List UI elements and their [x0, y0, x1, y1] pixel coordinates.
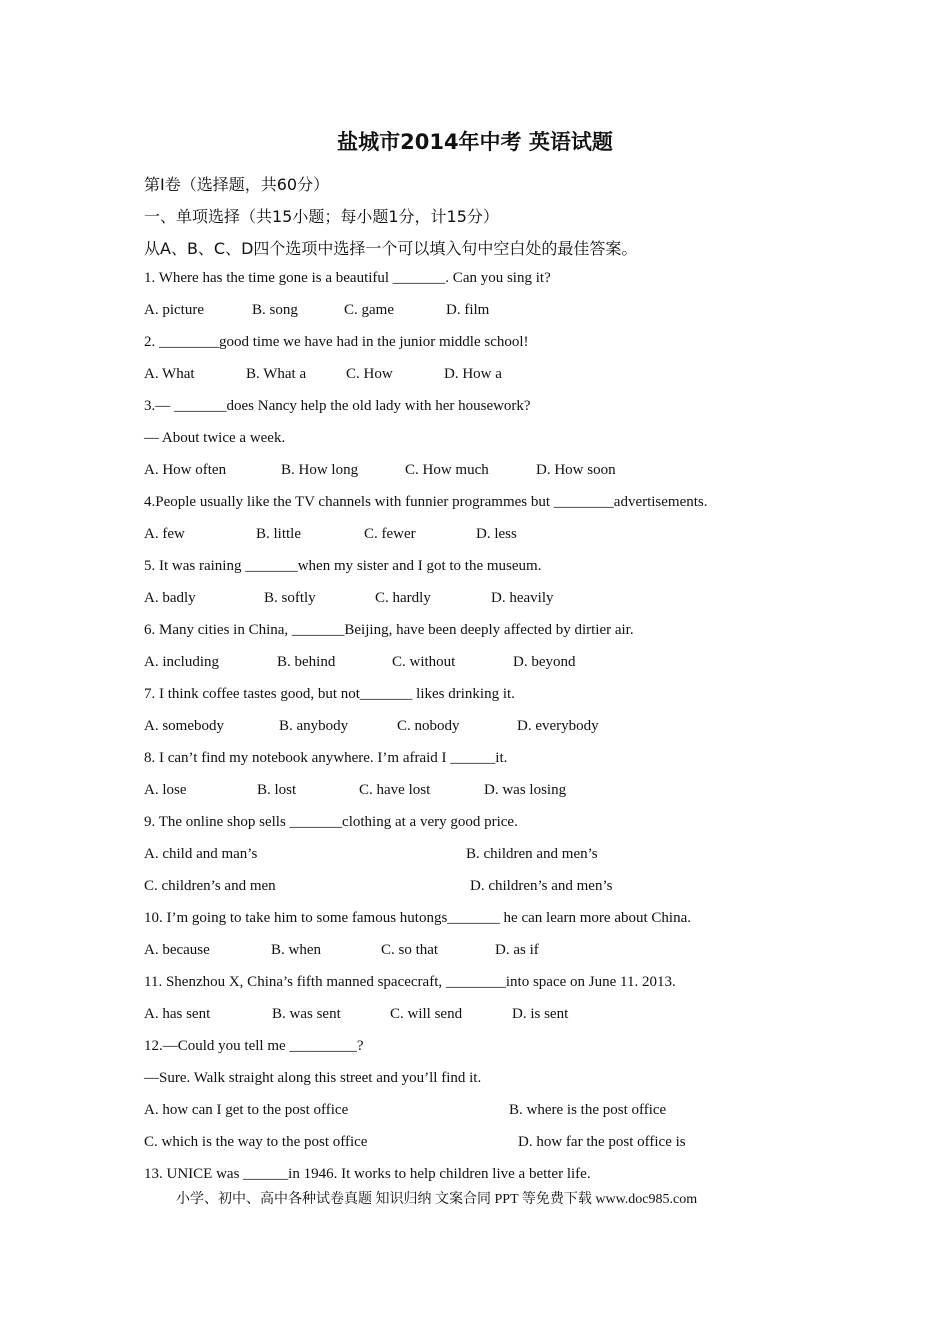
question-text: 6. Many cities in China, _______Beijing, have been deeply affected by dirtier air. [144, 622, 634, 638]
answer-option: C. fewer [364, 526, 416, 542]
answer-option: B. How long [281, 462, 359, 478]
question-text: 8. I can’t find my notebook anywhere. I’m afraid I ______it. [144, 750, 508, 766]
answer-option: B. children and men’s [466, 846, 598, 862]
answer-option: C. children’s and men [144, 878, 276, 894]
answer-option: D. How a [444, 366, 502, 382]
answer-option: C. will send [390, 1006, 463, 1022]
answer-option: B. What a [246, 366, 307, 382]
answer-options [144, 1002, 844, 1034]
section-heading: 一、单项选择（共15小题；每小题1分，计15分） [144, 207, 499, 226]
answer-options [144, 842, 844, 874]
answer-option: C. so that [381, 942, 439, 958]
answer-option: C. hardly [375, 590, 431, 606]
answer-options [144, 778, 844, 810]
answer-option: D. was losing [484, 782, 567, 798]
answer-options [144, 874, 844, 906]
answer-option: A. How often [144, 462, 227, 478]
answer-option: C. How much [405, 462, 489, 478]
question-text: —Sure. Walk straight along this street and you’ll find it. [144, 1070, 482, 1086]
answer-option: B. lost [257, 782, 297, 798]
answer-options [144, 938, 844, 970]
answer-option: A. lose [144, 782, 187, 798]
exam-title: 盐城市2014年中考 英语试题 [337, 130, 613, 154]
answer-option: A. few [144, 526, 185, 542]
question-list [144, 266, 844, 1194]
answer-option: A. What [144, 366, 195, 382]
answer-option: B. where is the post office [509, 1102, 667, 1118]
answer-option: D. is sent [512, 1006, 569, 1022]
answer-options [144, 458, 844, 490]
question-text: — About twice a week. [144, 430, 286, 446]
question-text: 2. ________good time we have had in the junior middle school! [144, 334, 529, 350]
answer-options [144, 298, 844, 330]
question-text: 1. Where has the time gone is a beautiful _______. Can you sing it? [144, 270, 551, 286]
answer-option: C. nobody [397, 718, 460, 734]
answer-options [144, 650, 844, 682]
question-text: 4.People usually like the TV channels with funnier programmes but ________advertisements. [144, 494, 708, 510]
answer-option: D. everybody [517, 718, 599, 734]
answer-options [144, 586, 844, 618]
question-text: 9. The online shop sells _______clothing at a very good price. [144, 814, 518, 830]
answer-option: D. how far the post office is [518, 1134, 686, 1150]
answer-option: D. heavily [491, 590, 554, 606]
answer-option: C. How [346, 366, 393, 382]
answer-option: B. anybody [279, 718, 349, 734]
answer-option: A. has sent [144, 1006, 211, 1022]
footer-text: 小学、初中、高中各种试卷真题 知识归纳 文案合同 PPT 等免费下载 www.doc985.com [176, 1192, 698, 1207]
answer-option: B. little [256, 526, 301, 542]
answer-option: C. which is the way to the post office [144, 1134, 368, 1150]
answer-option: B. softly [264, 590, 316, 606]
answer-options [144, 1130, 844, 1162]
answer-options [144, 1098, 844, 1130]
answer-option: B. was sent [272, 1006, 341, 1022]
answer-option: A. somebody [144, 718, 224, 734]
answer-option: A. because [144, 942, 210, 958]
answer-options [144, 714, 844, 746]
answer-option: A. how can I get to the post office [144, 1102, 349, 1118]
answer-option: D. children’s and men’s [470, 878, 613, 894]
question-text: 10. I’m going to take him to some famous hutongs_______ he can learn more about China. [144, 910, 691, 926]
part-heading: 第Ⅰ卷（选择题，共60分） [144, 175, 330, 194]
answer-option: D. film [446, 302, 490, 318]
question-text: 7. I think coffee tastes good, but not_______ likes drinking it. [144, 686, 515, 702]
question-text: 13. UNICE was ______in 1946. It works to help children live a better life. [144, 1166, 591, 1182]
answer-option: D. less [476, 526, 517, 542]
answer-options [144, 362, 844, 394]
answer-option: D. as if [495, 942, 539, 958]
answer-option: C. have lost [359, 782, 431, 798]
question-text: 3.— _______does Nancy help the old lady with her housework? [144, 398, 531, 414]
question-text: 5. It was raining _______when my sister and I got to the museum. [144, 558, 542, 574]
question-text: 12.—Could you tell me _________? [144, 1038, 364, 1054]
answer-option: D. How soon [536, 462, 616, 478]
answer-option: A. including [144, 654, 219, 670]
answer-option: A. picture [144, 302, 204, 318]
question-text: 11. Shenzhou X, China’s fifth manned spacecraft, ________into space on June 11. 2013. [144, 974, 676, 990]
answer-option: C. game [344, 302, 394, 318]
answer-option: D. beyond [513, 654, 576, 670]
answer-option: A. child and man’s [144, 846, 258, 862]
answer-option: B. behind [277, 654, 336, 670]
answer-options [144, 522, 844, 554]
answer-option: A. badly [144, 590, 196, 606]
answer-option: C. without [392, 654, 456, 670]
instruction-text: 从A、B、C、D四个选项中选择一个可以填入句中空白处的最佳答案。 [144, 239, 638, 258]
answer-option: B. song [252, 302, 298, 318]
answer-option: B. when [271, 942, 321, 958]
